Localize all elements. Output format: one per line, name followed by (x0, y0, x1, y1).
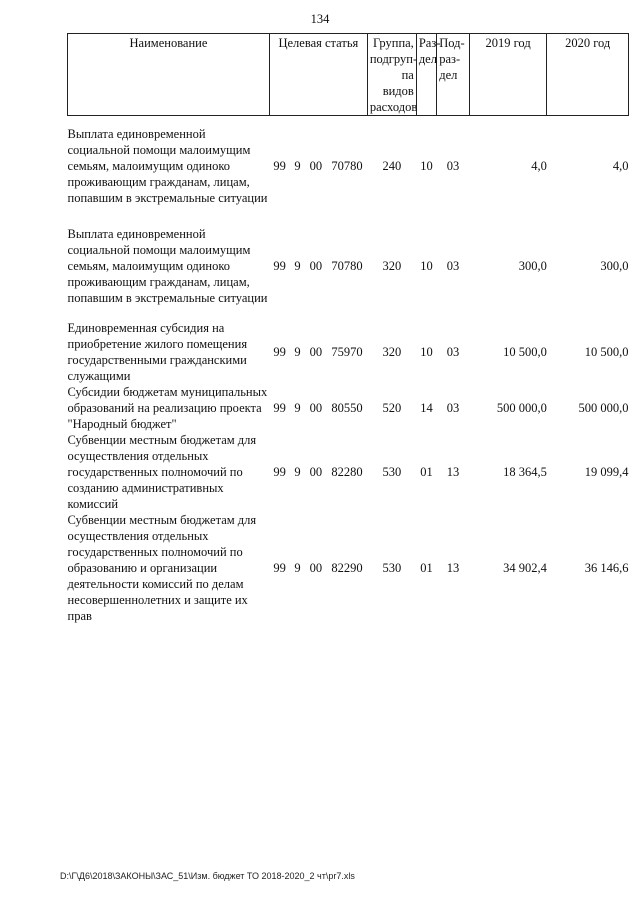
target-code-subprogram: 9 (294, 259, 301, 273)
podrazdel: 03 (446, 159, 460, 173)
target-code-program: 99 (273, 259, 286, 273)
row-name: Выплата единовременной социальной помощи малоимущим семьям, малоимущим одиноко проживающим гражданам, лицам, попавшим в экстремальные ситуации (67, 227, 268, 305)
amount-2019: 10 500,0 (503, 345, 547, 359)
target-code-subprogram: 9 (294, 401, 301, 415)
target-code-program: 99 (273, 159, 286, 173)
table-row (68, 512, 629, 624)
expense-group: 530 (382, 561, 402, 575)
row-name: Субсидии бюджетам муниципальных образований на реализацию проекта "Народный бюджет" (67, 385, 268, 431)
header-2019: 2019 год (469, 34, 547, 116)
target-code-direction: 82280 (331, 465, 363, 479)
expense-group: 520 (382, 401, 402, 415)
header-podrazdel: Под-раз-дел (437, 34, 470, 116)
target-code-subprogram: 9 (294, 561, 301, 575)
header-2020: 2020 год (547, 34, 629, 116)
razdel: 01 (420, 465, 433, 479)
budget-table (67, 33, 629, 624)
target-code-program: 99 (273, 401, 286, 415)
header-target-article: Целевая статья (269, 34, 367, 116)
podrazdel: 03 (446, 345, 460, 359)
amount-2020: 4,0 (612, 159, 629, 173)
header-razdel: Раз-дел (416, 34, 436, 116)
amount-2020: 300,0 (600, 259, 629, 273)
amount-2019: 4,0 (531, 159, 547, 173)
amount-2019: 300,0 (518, 259, 547, 273)
amount-2019: 34 902,4 (503, 561, 547, 575)
target-code-main: 00 (309, 401, 323, 415)
razdel: 14 (420, 401, 433, 415)
target-code-subprogram: 9 (294, 345, 301, 359)
target-code-main: 00 (309, 345, 323, 359)
razdel: 10 (420, 159, 433, 173)
target-code-main: 00 (309, 465, 323, 479)
amount-2019: 18 364,5 (503, 465, 547, 479)
target-code-direction: 70780 (331, 259, 363, 273)
podrazdel: 03 (446, 401, 460, 415)
expense-group: 320 (382, 345, 402, 359)
target-code-direction: 75970 (331, 345, 363, 359)
razdel: 01 (420, 561, 433, 575)
table-row (68, 126, 629, 206)
target-code-subprogram: 9 (294, 159, 301, 173)
target-code-program: 99 (273, 561, 286, 575)
target-code-main: 00 (309, 159, 323, 173)
header-name: Наименование (68, 34, 270, 116)
amount-2020: 10 500,0 (584, 345, 629, 359)
amount-2019: 500 000,0 (496, 401, 547, 415)
podrazdel: 13 (446, 465, 460, 479)
expense-group: 530 (382, 465, 402, 479)
target-code-subprogram: 9 (294, 465, 301, 479)
podrazdel: 13 (446, 561, 460, 575)
page-number: 134 (310, 12, 330, 26)
row-name: Субвенции местным бюджетам для осуществления отдельных государственных полномочий по созданию административных комиссий (67, 433, 257, 511)
target-code-main: 00 (309, 561, 323, 575)
target-code-direction: 82290 (331, 561, 363, 575)
target-code-program: 99 (273, 465, 286, 479)
podrazdel: 03 (446, 259, 460, 273)
table-row (68, 432, 629, 512)
row-name: Единовременная субсидия на приобретение жилого помещения государственными гражданскими служащими (67, 321, 248, 383)
table-row (68, 226, 629, 306)
razdel: 10 (420, 259, 433, 273)
target-code-direction: 80550 (331, 401, 363, 415)
row-name: Субвенции местным бюджетам для осуществления отдельных государственных полномочий по образованию и организации деятельности комиссий по делам несовершеннолетних и защите их прав (67, 513, 257, 623)
target-code-main: 00 (309, 259, 323, 273)
expense-group: 240 (382, 159, 402, 173)
header-group: Группа, подгруп-па видов расходов (367, 34, 416, 116)
target-code-program: 99 (273, 345, 286, 359)
header-row (68, 34, 629, 116)
target-code-direction: 70780 (331, 159, 363, 173)
amount-2020: 19 099,4 (584, 465, 629, 479)
amount-2020: 500 000,0 (578, 401, 629, 415)
razdel: 10 (420, 345, 433, 359)
file-path-footer: D:\Г\Д6\2018\ЗАКОНЫ\ЗАС_51\Изм. бюджет ТО 2018-2020_2 чт\pr7.xls (60, 871, 355, 881)
table-row (68, 320, 629, 384)
amount-2020: 36 146,6 (584, 561, 629, 575)
expense-group: 320 (382, 259, 402, 273)
table-row (68, 384, 629, 432)
row-name: Выплата единовременной социальной помощи малоимущим семьям, малоимущим одиноко проживающим гражданам, лицам, попавшим в экстремальные ситуации (67, 127, 268, 205)
